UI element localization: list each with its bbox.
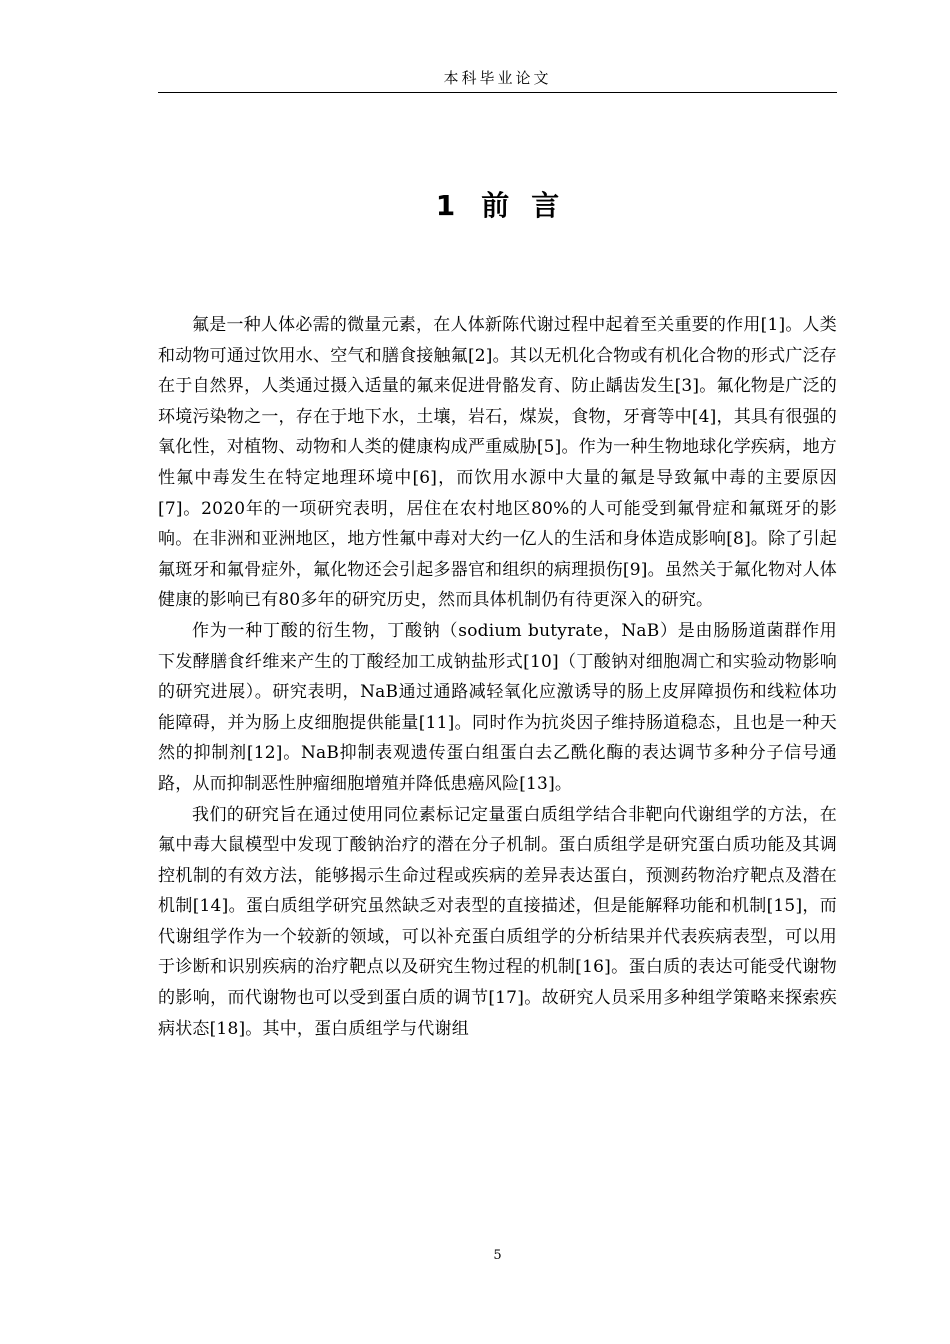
chapter-title-char-2: 言 [531,189,560,222]
running-header: 本科毕业论文 [443,69,552,87]
header-rule [158,92,837,93]
chapter-title [158,186,837,226]
page-number: 5 [493,1248,502,1263]
chapter-number: 1 [435,189,456,222]
paragraph-1: 氟是一种人体必需的微量元素，在人体新陈代谢过程中起着至关重要的作用[1]。人类和动物可通过饮用水、空气和膳食接触氟[2]。其以无机化合物或有机化合物的形式广泛存在于自然界，人类通过摄入适量的氟来促进骨骼发育、防止龋齿发生[3]。氟化物是广泛的环境污染物之一，存在于地下水，土壤，岩石，煤炭，食物，牙膏等中[4]，其具有很强的氧化性，对植物、动物和人类的健康构成严重威胁[5]。作为一种生物地球化学疾病，地方性氟中毒发生在特定地理环境中[6]，而饮用水源中大量的氟是导致氟中毒的主要原因[7]。2020年的一项研究表明，居住在农村地区80%的人可能受到氟骨症和氟斑牙的影响。在非洲和亚洲地区，地方性氟中毒对大约一亿人的生活和身体造成影响[8]。除了引起氟斑牙和氟骨症外，氟化物还会引起多器官和组织的病理损伤[9]。虽然关于氟化物对人体健康的影响已有80多年的研究历史，然而具体机制仍有待更深入的研究。 [158,315,837,611]
paragraph-2: 作为一种丁酸的衍生物，丁酸钠（sodium butyrate，NaB）是由肠肠道菌群作用下发酵膳食纤维来产生的丁酸经加工成钠盐形式[10]（丁酸钠对细胞凋亡和实验动物影响的研究进展）。研究表明，NaB通过通路减轻氧化应激诱导的肠上皮屏障损伤和线粒体功能障碍，并为肠上皮细胞提供能量[11]。同时作为抗炎因子维持肠道稳态，且也是一种天然的抑制剂[12]。NaB抑制表观遗传蛋白组蛋白去乙酰化酶的表达调节多种分子信号通路，从而抑制恶性肿瘤细胞增殖并降低患癌风险[13]。 [158,620,837,794]
paragraph-3: 我们的研究旨在通过使用同位素标记定量蛋白质组学结合非靶向代谢组学的方法，在氟中毒大鼠模型中发现丁酸钠治疗的潜在分子机制。蛋白质组学是研究蛋白质功能及其调控机制的有效方法，能够揭示生命过程或疾病的差异表达蛋白，预测药物治疗靶点及潜在机制[14]。蛋白质组学研究虽然缺乏对表型的直接描述，但是能解释功能和机制[15]，而代谢组学作为一个较新的领域，可以补充蛋白质组学的分析结果并代表疾病表型，可以用于诊断和识别疾病的治疗靶点以及研究生物过程的机制[16]。蛋白质的表达可能受代谢物的影响，而代谢物也可以受到蛋白质的调节[17]。故研究人员采用多种组学策略来探索疾病状态[18]。其中，蛋白质组学与代谢组 [158,804,837,1039]
body-text [158,310,837,1044]
chapter-title-char-1: 前 [481,189,510,222]
